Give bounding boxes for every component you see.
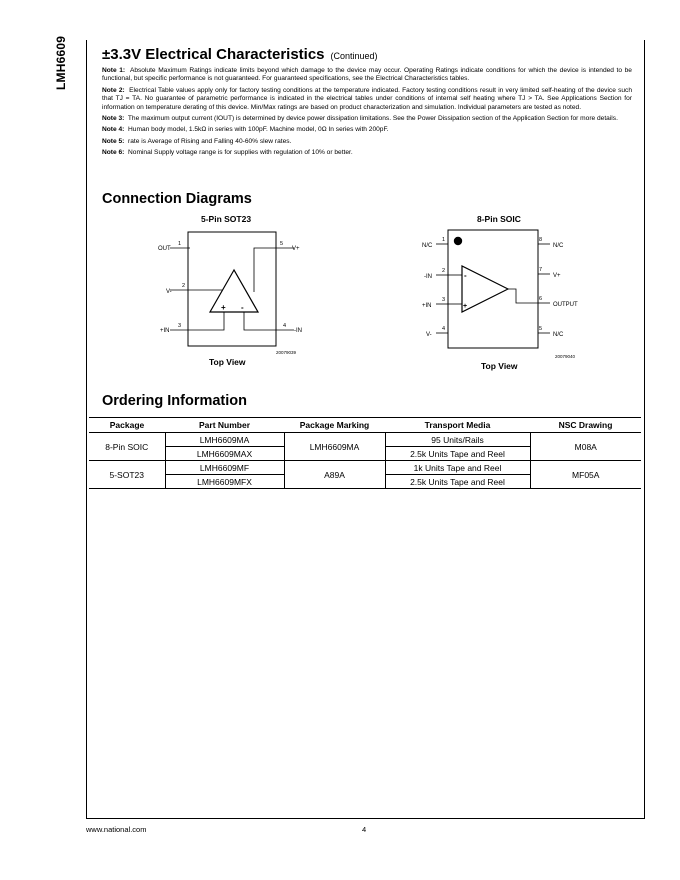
main-content (102, 46, 632, 161)
cell-package: 5-SOT23 (89, 461, 165, 489)
note-label: Note 4: (102, 126, 125, 134)
cell-part-number: LMH6609MAX (165, 447, 284, 461)
soic-pin2-num: 2 (442, 268, 446, 274)
soic-minus-sign: - (464, 271, 467, 280)
soic-opamp-triangle (462, 266, 508, 312)
soic-pin7-label: V+ (553, 273, 561, 279)
cell-package-marking: LMH6609MA (284, 433, 385, 461)
sot23-schematic (150, 226, 320, 356)
sot23-pin2-num: 2 (182, 283, 186, 289)
cell-nsc-drawing: M08A (530, 433, 641, 461)
soic-pin5-label: N/C (553, 332, 564, 338)
note-text: Nominal Supply voltage range is for supplies with regulation of 10% or better. (128, 149, 353, 157)
soic-pin3-label: +IN (422, 303, 432, 309)
table-row (89, 461, 641, 475)
sot23-plus-sign: + (221, 303, 226, 312)
cell-transport-media: 95 Units/Rails (385, 433, 530, 447)
soic-diagram (420, 226, 600, 356)
soic-pin4-label: V- (426, 332, 432, 338)
sot23-view-label: Top View (209, 357, 246, 367)
notes-list (102, 67, 632, 158)
note-1 (102, 67, 632, 84)
soic-figure-code: 20079040 (555, 354, 576, 359)
soic-pin7-num: 7 (539, 267, 543, 273)
sot23-wire-vplus (254, 248, 276, 292)
soic-pin1-label: N/C (422, 243, 433, 249)
note-text: Absolute Maximum Ratings indicate limits beyond which damage to the device may occur. Operating Ratings indicate conditions for which the device is intended to be functional, but specific performance is not guaranteed. For guaranteed specifications, see the Electrical Characteristics tables. (102, 67, 632, 83)
note-5 (102, 138, 632, 146)
soic-pin6-num: 6 (539, 296, 543, 302)
sot23-pin3-num: 3 (178, 323, 182, 329)
cell-transport-media: 2.5k Units Tape and Reel (385, 447, 530, 461)
soic-pin1-marker-icon (454, 237, 462, 245)
sot23-pin1-label: OUT (158, 246, 171, 252)
cell-nsc-drawing: MF05A (530, 461, 641, 489)
header-package: Package (89, 418, 165, 433)
soic-pin6-label: OUTPUT (553, 302, 578, 308)
footer-website-link[interactable]: www.national.com (86, 825, 147, 834)
sot23-pin5-label: V+ (292, 246, 300, 252)
sot23-pin4-label: -IN (294, 328, 302, 334)
cell-part-number: LMH6609MFX (165, 475, 284, 489)
cell-transport-media: 2.5k Units Tape and Reel (385, 475, 530, 489)
note-label: Note 2: (102, 86, 125, 94)
note-3 (102, 115, 632, 123)
note-text: The maximum output current (IOUT) is determined by device power dissipation limitations. See the Power Dissipation section of the Application Section for more details. (127, 115, 618, 123)
note-text: Electrical Table values apply only for factory testing conditions at the temperature indicated. Factory testing conditions result in very limited self-heating of the device such that TJ = TA. No guarantee of parametric performance is indicated in the electrical tables under conditions of internal self heating where TJ > TA. See Applications Section for information on temperature derating of this device. Min/Max ratings are based on product characterization and simulation. Individual parameters are tested as noted. (102, 86, 633, 111)
sot23-wire-output (188, 248, 234, 270)
soic-pin8-num: 8 (539, 237, 543, 243)
ordering-header-row (89, 418, 641, 433)
note-label: Note 6: (102, 149, 125, 157)
cell-part-number: LMH6609MF (165, 461, 284, 475)
side-title: LMH6609 (54, 35, 68, 90)
cell-part-number: LMH6609MA (165, 433, 284, 447)
note-4 (102, 126, 632, 134)
table-row (89, 433, 641, 447)
soic-view-label: Top View (481, 361, 518, 371)
header-transport-media: Transport Media (385, 418, 530, 433)
soic-pin2-label: -IN (424, 274, 432, 280)
header-nsc-drawing: NSC Drawing (530, 418, 641, 433)
sot23-minus-sign: - (241, 303, 244, 312)
soic-pin8-label: N/C (553, 243, 564, 249)
soic-caption: 8-Pin SOIC (477, 214, 521, 224)
sot23-caption: 5-Pin SOT23 (201, 214, 252, 224)
ordering-information-title: Ordering Information (102, 393, 247, 409)
section-title (102, 46, 632, 65)
sot23-package-outline (188, 232, 276, 346)
soic-wire-output (508, 289, 538, 303)
sot23-pin1-num: 1 (178, 241, 182, 247)
sot23-wire-minus-in (244, 312, 276, 330)
footer-page-number: 4 (362, 825, 367, 834)
note-label: Note 1: (102, 67, 126, 74)
soic-plus-sign: + (463, 303, 468, 310)
soic-schematic (420, 226, 600, 356)
sot23-pin5-num: 5 (280, 241, 284, 247)
note-label: Note 5: (102, 137, 125, 145)
ordering-table (89, 417, 641, 489)
sot23-figure-code: 20079039 (276, 350, 297, 355)
note-label: Note 3: (102, 115, 125, 123)
cell-package: 8-Pin SOIC (89, 433, 165, 461)
note-2 (102, 87, 632, 112)
soic-pin3-num: 3 (442, 297, 446, 303)
note-6 (102, 149, 632, 157)
sot23-opamp-triangle (210, 270, 258, 312)
sot23-wire-plus-in (188, 312, 224, 330)
sot23-pin4-num: 4 (283, 323, 287, 329)
soic-pin5-num: 5 (539, 326, 543, 332)
section-title-text: ±3.3V Electrical Characteristics (102, 46, 325, 63)
connection-diagrams-title: Connection Diagrams (102, 191, 252, 207)
header-package-marking: Package Marking (284, 418, 385, 433)
cell-package-marking: A89A (284, 461, 385, 489)
note-text: Human body model, 1.5kΩ in series with 100pF. Machine model, 0Ω In series with 200pF. (128, 126, 389, 134)
sot23-pin2-label: V- (166, 289, 172, 295)
section-continued: (Continued) (330, 51, 378, 61)
note-text: rate is Average of Rising and Falling 40-60% slew rates. (128, 137, 292, 145)
soic-pin4-num: 4 (442, 326, 446, 332)
soic-pin1-num: 1 (442, 237, 446, 243)
sot23-diagram (150, 226, 320, 356)
header-part-number: Part Number (165, 418, 284, 433)
sot23-pin3-label: +IN (160, 328, 170, 334)
cell-transport-media: 1k Units Tape and Reel (385, 461, 530, 475)
